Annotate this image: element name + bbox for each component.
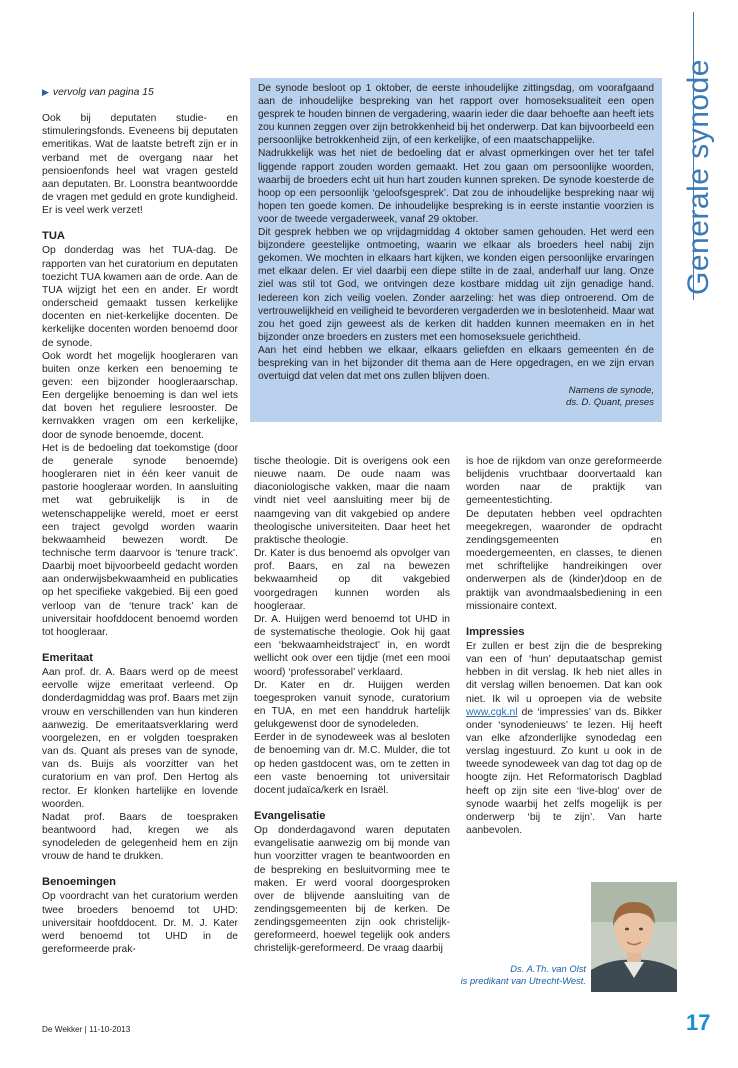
signature-line-2: ds. D. Quant, preses	[566, 397, 654, 409]
triangle-right-icon: ▶	[42, 87, 49, 97]
heading-tua: TUA	[42, 230, 65, 243]
column-1	[42, 86, 238, 956]
paragraph: is hoe de rijkdom van onze gereformeerde belijdenis vruchtbaar doorvertaald kan worden naar de praktijk van gemeentestichting.	[466, 456, 662, 507]
paragraph: Het is de bedoeling dat toekomstige (door de generale synode benoemde) hoogleraren niet in één keer vanuit de pastorie hoogleraar worden. In aansluiting met wat gebruikelijk is in de wetenschappelijke wereld, moet er eerst een traject gevolgd worden waarin bekwaamheid bewezen wordt. De technische term daarvoor is ‘tenure track’. Daarbij moet bijvoorbeeld gedacht worden aan onderwijsbekwaamheid en publicaties op het specifieke vakgebied. Bij een goed verloop van de ‘tenure track’ kan de universitair hoofddocent benoemd worden tot hoogleraar.	[42, 442, 238, 638]
paragraph: Dr. Kater is dus benoemd als opvolger van prof. Baars, en zal na bewezen bekwaamheid op dit vakgebied voorgedragen kunnen worden als hoogleraar.	[254, 548, 450, 612]
continued-link-text[interactable]: vervolg van pagina 15	[52, 87, 154, 98]
paragraph: Op donderdag was het TUA-dag. De rapporten van het curatorium en deputaten toezicht TUA kwamen aan de orde. Aan de TUA wijzigt het een en ander. Er wordt onderscheid gemaakt tussen kerkelijke docenten en niet-kerkelijke docenten. De kerkelijke docenten worden benoemd door de synode.	[42, 245, 238, 349]
website-link[interactable]: www.cgk.nl	[466, 706, 518, 718]
section-title: Generale synode	[682, 59, 715, 295]
synod-statement-box	[250, 78, 662, 422]
paragraph: Op donderdagavond waren deputaten evangelisatie aanwezig om bij monde van hun voorzitter vragen te beantwoorden en de bespreking en besluitvorming mee te maken. Er werd vooral doorgesproken over de blijvende aansluiting van de zendingsgemeenten bij de kerken. De zendingsgemeenten zijn ook christelijk-gereformeerd, hoewel tegelijk ook anders christelijk-gereformeerd. De vraag daarbij	[254, 825, 450, 955]
caption-role: is predikant van Utrecht-West.	[460, 974, 586, 986]
caption-name: Ds. A.Th. van Olst	[510, 963, 586, 974]
heading-evangelisatie: Evangelisatie	[254, 810, 326, 823]
continued-note	[42, 86, 238, 99]
box-paragraph: De synode besloot op 1 oktober, de eerste inhoudelijke zittingsdag, om voorafgaand aan de inhoudelijke bespreking van het rapport over homoseksualiteit een open gesprek te houden binnen de vergadering, waarin ieder die daar behoefte aan heeft iets zou kunnen zeggen over zijn betrokkenheid bij het onderwerp. Dat kan bijvoorbeeld een persoonlijke betrokkenheid zijn, of een kerkelijke, of een maatschappelijke.	[258, 83, 654, 147]
page-number: 17	[686, 1010, 711, 1035]
paragraph: Aan prof. dr. A. Baars werd op de meest eervolle wijze emeritaat verleend. Op donderdagmiddag was prof. Baars met zijn vrouw en verschillenden van hun kinderen aanwezig. De emeritaatsverklaring werd voorgelezen, en er volgden toespraken van ds. Quant als preses van de synode, van ds. Buijs als voorzitter van het curatorium en van prof. Den Hertog als rector. Er klonken hartelijke en lovende woorden.	[42, 667, 238, 810]
heading-emeritaat: Emeritaat	[42, 652, 93, 665]
portrait-photo	[591, 882, 677, 992]
paragraph: Dr. Kater en dr. Huijgen werden toegesproken vanuit synode, curatorium en TUA, en met een handdruk hartelijk gelukgewenst door de synodeleden.	[254, 679, 450, 731]
paragraph: Dr. A. Huijgen werd benoemd tot UHD in de systematische theologie. Ook hij gaat een ‘bekwaamheidstraject’ in, en wordt wellicht ook over een tijdje (met een mooi woord) ‘professorabel’ verklaard.	[254, 613, 450, 678]
box-signature	[258, 385, 654, 409]
heading-impressies: Impressies	[466, 625, 525, 638]
footer-publication: De Wekker | 11-10-2013	[42, 1025, 131, 1034]
paragraph: tische theologie. Dit is overigens ook een nieuwe naam. De oude naam was diaconiologische vakken, maar die naam vindt niet veel aansluiting meer bij de naamgeving van dit vakgebied op andere theologische universiteiten. Daar heet het praktische theologie.	[254, 456, 450, 546]
impressies-text: Er zullen er best zijn die de bespreking van een of ‘hun’ deputaatschap gemist hebben in dit verslag. Ik heb niet alles in dit verslag willen benoemen. Dat kan ook niet. Ik wil u oproepen via de website	[466, 640, 662, 705]
paragraph: Eerder in de synodeweek was al besloten de benoeming van dr. M.C. Mulder, die tot op heden gastdocent was, om te zetten in een vaste benoeming tot universitair docent judaïca/kerk en Israël.	[254, 732, 450, 796]
photo-caption	[440, 963, 586, 986]
paragraph: Nadat prof. Baars de toespraken beantwoord had, kregen we als synodeleden de gelegenheid hem en zijn vrouw de hand te drukken.	[42, 811, 238, 863]
paragraph: Op voordracht van het curatorium werden twee broeders benoemd tot UHD: universitair hoofddocent. Dr. M. J. Kater werd benoemd tot UHD in de gereformeerde prak-	[42, 891, 238, 956]
paragraph: Ook bij deputaten studie- en stimuleringsfonds. Eveneens bij deputaten emeritikas. Wat de laatste betreft zijn er in verband met de overgang naar het pensioenfonds heel wat vragen gesteld aan deputaten. Br. Loonstra beantwoordde de vragen met geduld en grote kundigheid. Er is veel werk verzet!	[42, 113, 238, 217]
paragraph: Ook wordt het mogelijk hoogleraren van buiten onze kerken een benoeming te geven: een bijzonder hoogleraarschap. Een dergelijke benoeming is dan wel iets dat boven het reguliere lesrooster. De kernvakken vragen om een kerkelijke, door de synode benoemde, docent.	[42, 350, 238, 441]
column-2	[254, 455, 450, 956]
box-paragraph: Dit gesprek hebben we op vrijdagmiddag 4 oktober samen gehouden. Het werd een bijzondere geestelijke ontmoeting, waarin we elkaar als broeders heel nabij zijn gekomen. We mochten in elkaars hart kijken, we konden eigen persoonlijke ervaringen met elkaar delen. Er viel daarbij een diepe stilte in de zaal, anderhalf uur lang. Onze ziel was stil tot God, we ontvingen deze kostbare middag uit zijn genadige hand. Iedereen kon zich veilig voelen. Zonder aarzeling: het was diep ontroerend. Om de vertrouwelijkheid en veiligheid te bevorderen vergaderden we in beslotenheid. Maar wat zou het goed zijn geweest als de kerken dit hadden kunnen meemaken en in het bijzonder onze broeders en zusters met een homoseksuele gerichtheid.	[258, 227, 654, 343]
heading-benoemingen: Benoemingen	[42, 876, 116, 889]
signature-line-1: Namens de synode,	[568, 385, 654, 397]
paragraph	[466, 640, 662, 837]
box-paragraph: Aan het eind hebben we elkaar, elkaars geliefden en elkaars gemeenten én de bespreking van in het bijzonder dit thema aan de Here opgedragen, en we zijn ervan overtuigd dat velen dat met ons zullen blijven doen.	[258, 344, 654, 383]
paragraph: De deputaten hebben veel opdrachten meegekregen, waaronder de opdracht zendingsgemeenten en moedergemeenten, en classes, te dienen met schriftelijke handreikingen over onderwerpen als de (kinder)doop en de praktijk van avondmaalsbediening in een missionaire context.	[466, 508, 662, 612]
box-paragraph: Nadrukkelijk was het niet de bedoeling dat er alvast opmerkingen over het ter tafel liggende rapport zouden worden gemaakt. Het zou gaan om persoonlijke woorden, waarbij de broeders echt uit hun hart zouden kunnen spreken. De synode koesterde de hoop op een persoonlijk ‘geloofsgesprek’. Dat zou de inhoudelijke bespreking naar wij hopen ten goede komen. De inhoudelijke bespreking is in eerste instantie voorzien is voor de tweede vergaderweek, vanaf 29 oktober.	[258, 148, 654, 225]
impressies-text: de ‘impressies’ van ds. Bikker onder ‘synodenieuws’ te lezen. Hij heeft van elke afzonderlijke synodedag een verslag ingestuurd. Zo kunt u ook in de tweede synodeweek van dag tot dag op de hoogte zijn. Het Reformatorisch Dagblad heeft op zijn site een ‘live-blog’ over de synode waarbij het zelfs mogelijk is per onderwerp ‘bij te zijn’. Van harte aanbevolen.	[466, 706, 662, 837]
portrait-illustration	[591, 882, 677, 992]
column-3	[466, 455, 662, 837]
